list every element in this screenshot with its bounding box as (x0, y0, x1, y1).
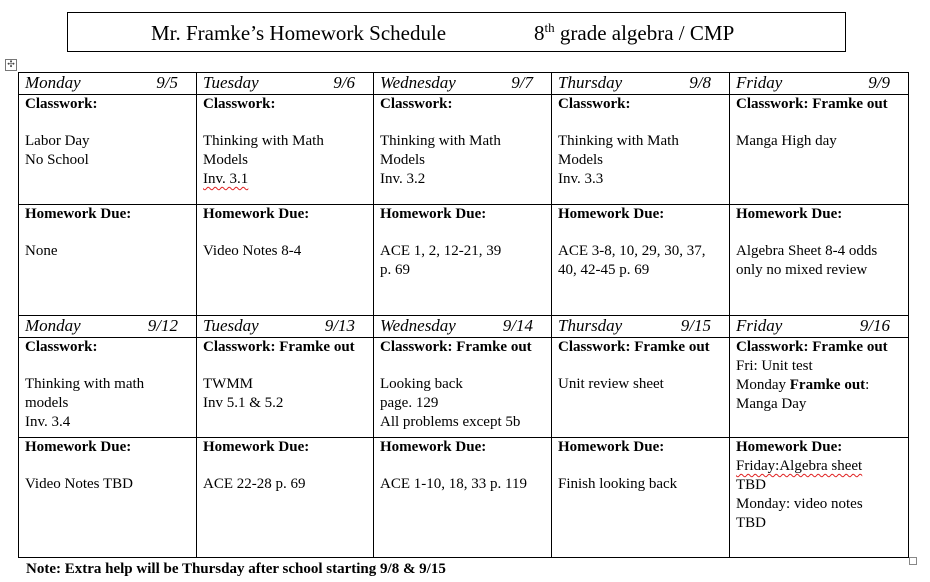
classwork-cell: Classwork: Framke out Fri: Unit test Monday Framke out: Manga Day (730, 338, 909, 438)
homework-cell: Homework Due: Video Notes 8-4 (197, 205, 374, 316)
day-header: Wednesday 9/7 (374, 73, 552, 95)
classwork-cell: Classwork: Thinking with Math Models Inv. 3.1 (197, 95, 374, 205)
week1-day-row (19, 73, 909, 95)
classwork-cell: Classwork: Labor Day No School (19, 95, 197, 205)
homework-cell: Homework Due: Friday:Algebra sheet TBD Monday: video notes TBD (730, 438, 909, 558)
day-header: Tuesday 9/13 (197, 316, 374, 338)
week2-homework-row (19, 438, 909, 558)
homework-cell: Homework Due: None (19, 205, 197, 316)
week2-day-row (19, 316, 909, 338)
extra-help-note: Note: Extra help will be Thursday after school starting 9/8 & 9/15 (26, 561, 446, 577)
day-header: Monday 9/5 (19, 73, 197, 95)
classwork-cell: Classwork: Thinking with Math Models Inv. 3.2 (374, 95, 552, 205)
day-header: Friday 9/16 (730, 316, 909, 338)
classwork-cell: Classwork: Framke out Looking back page. 129 All problems except 5b (374, 338, 552, 438)
table-resize-handle[interactable] (909, 557, 917, 565)
week1-classwork-row (19, 95, 909, 205)
classwork-cell: Classwork: Framke out Unit review sheet (552, 338, 730, 438)
classwork-cell: Classwork: Thinking with Math Models Inv. 3.3 (552, 95, 730, 205)
table-move-handle-icon[interactable]: ✣ (5, 59, 17, 71)
day-header: Friday 9/9 (730, 73, 909, 95)
day-header: Monday 9/12 (19, 316, 197, 338)
week1-homework-row (19, 205, 909, 316)
homework-cell: Homework Due: Video Notes TBD (19, 438, 197, 558)
homework-cell: Homework Due: ACE 1-10, 18, 33 p. 119 (374, 438, 552, 558)
homework-cell: Homework Due: ACE 3-8, 10, 29, 30, 37, 40, 42-45 p. 69 (552, 205, 730, 316)
day-header: Wednesday 9/14 (374, 316, 552, 338)
classwork-cell: Classwork: Framke out TWMM Inv 5.1 & 5.2 (197, 338, 374, 438)
title-grade: 8th grade algebra / CMP (534, 20, 735, 45)
day-header: Thursday 9/15 (552, 316, 730, 338)
classwork-cell: Classwork: Framke out Manga High day (730, 95, 909, 205)
homework-cell: Homework Due: Finish looking back (552, 438, 730, 558)
schedule-title (67, 12, 846, 52)
day-header: Thursday 9/8 (552, 73, 730, 95)
day-header: Tuesday 9/6 (197, 73, 374, 95)
title-main: Mr. Framke’s Homework Schedule (151, 21, 447, 45)
week2-classwork-row (19, 338, 909, 438)
homework-cell: Homework Due: ACE 22-28 p. 69 (197, 438, 374, 558)
schedule-table (18, 72, 909, 558)
homework-cell: Homework Due: ACE 1, 2, 12-21, 39 p. 69 (374, 205, 552, 316)
classwork-cell: Classwork: Thinking with math models Inv. 3.4 (19, 338, 197, 438)
homework-cell: Homework Due: Algebra Sheet 8-4 odds only no mixed review (730, 205, 909, 316)
